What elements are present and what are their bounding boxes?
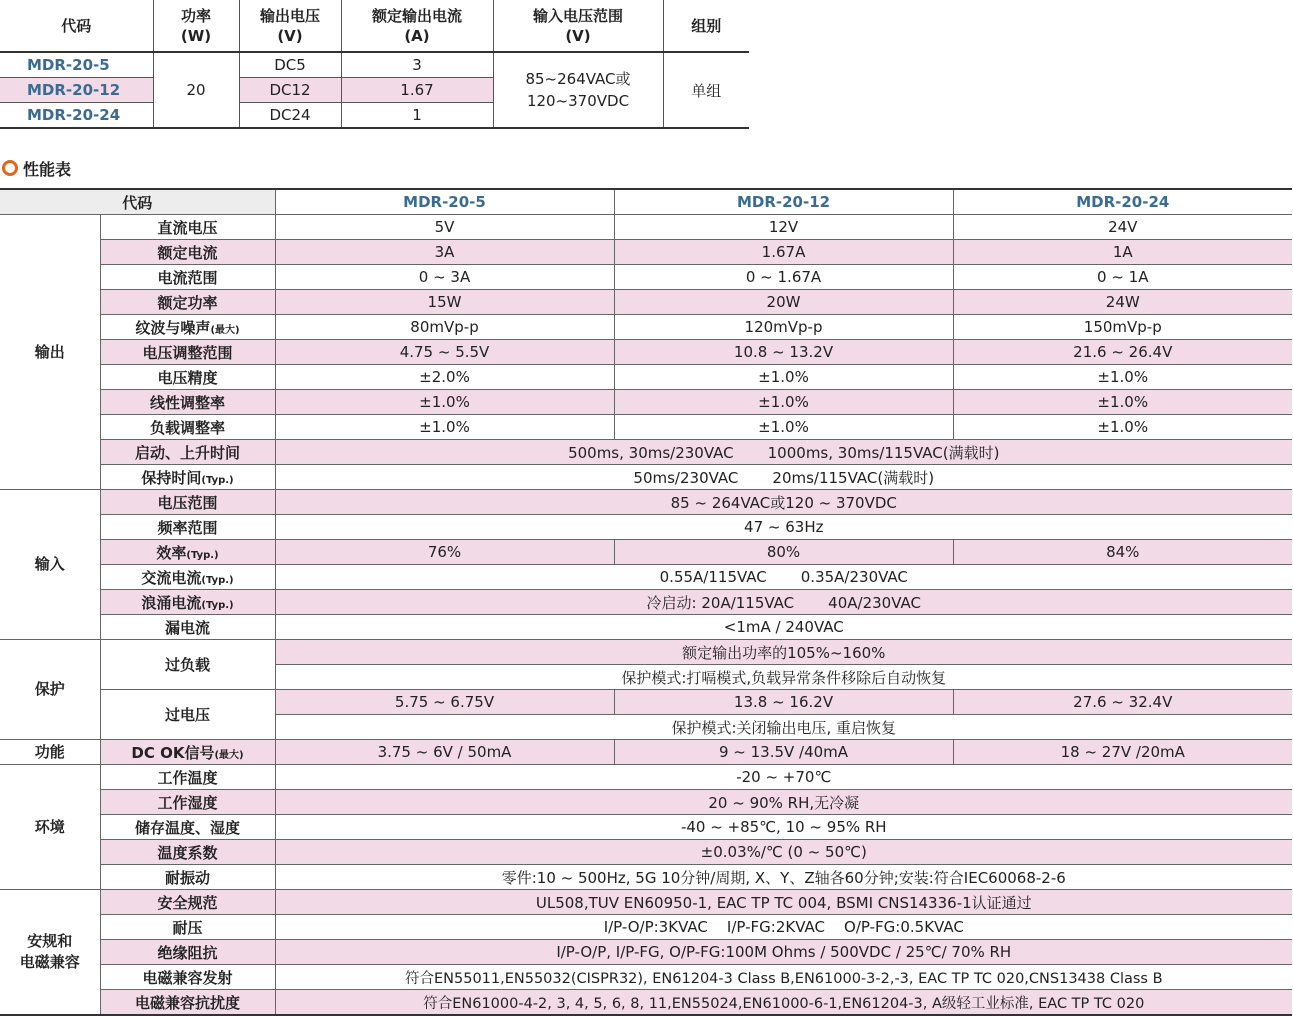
table-row — [0, 415, 1292, 440]
row-label: 漏电流 — [100, 615, 275, 640]
table-row — [0, 840, 1292, 865]
cell-value: ±1.0% — [953, 415, 1292, 440]
cell-value: -20 ~ +70℃ — [275, 765, 1292, 790]
cell-value: 18 ~ 27V /20mA — [953, 740, 1292, 765]
cell-value: ±1.0% — [614, 365, 953, 390]
cell-value: ±1.0% — [953, 365, 1292, 390]
cell-value: 80% — [614, 540, 953, 565]
table-row — [0, 790, 1292, 815]
row-label: 电流范围 — [100, 265, 275, 290]
table-row — [0, 965, 1292, 990]
table-row — [0, 390, 1292, 415]
table-row — [0, 815, 1292, 840]
cell-value: I/P-O/P:3KVAC I/P-FG:2KVAC O/P-FG:0.5KVAC — [275, 915, 1292, 940]
row-label: 保持时间(Typ.) — [100, 465, 275, 490]
cell-value: ±0.03%/℃ (0 ~ 50℃) — [275, 840, 1292, 865]
cell-value: 12V — [614, 215, 953, 240]
cell-value: ±1.0% — [953, 390, 1292, 415]
group-function: 功能 — [0, 740, 100, 765]
row-label: 过负载 — [100, 640, 275, 690]
circle-bullet-icon — [2, 160, 18, 176]
table-row — [0, 640, 1292, 665]
cell-value: 120mVp-p — [614, 315, 953, 340]
cell-value: 15W — [275, 290, 614, 315]
table-row — [0, 365, 1292, 390]
cell-value: 24W — [953, 290, 1292, 315]
header-code: 代码 — [0, 0, 153, 52]
row-label: 电压精度 — [100, 365, 275, 390]
cell-value: ±1.0% — [275, 415, 614, 440]
row-label: 交流电流(Typ.) — [100, 565, 275, 590]
table-row — [0, 315, 1292, 340]
table-row — [0, 440, 1292, 465]
model-spec-table — [0, 0, 749, 129]
cell-value: 21.6 ~ 26.4V — [953, 340, 1292, 365]
table-row — [0, 740, 1292, 765]
cell-value: -40 ~ +85℃, 10 ~ 95% RH — [275, 815, 1292, 840]
cell-value: 150mVp-p — [953, 315, 1292, 340]
output-current: 1.67 — [341, 78, 493, 103]
cell-value: 3A — [275, 240, 614, 265]
cell-value: 冷启动: 20A/115VAC 40A/230VAC — [275, 590, 1292, 615]
table-row — [0, 615, 1292, 640]
group-safety-emc: 安规和 电磁兼容 — [0, 890, 100, 1016]
row-label: 电磁兼容发射 — [100, 965, 275, 990]
table-row — [0, 465, 1292, 490]
output-voltage: DC12 — [239, 78, 341, 103]
row-label: 过电压 — [100, 690, 275, 740]
table-row — [0, 490, 1292, 515]
table-row — [0, 52, 749, 78]
cell-value: UL508,TUV EN60950-1, EAC TP TC 004, BSMI CNS14336-1认证通过 — [275, 890, 1292, 915]
output-current: 1 — [341, 103, 493, 129]
cell-value: 20 ~ 90% RH,无冷凝 — [275, 790, 1292, 815]
row-label: 效率(Typ.) — [100, 540, 275, 565]
cell-value: 47 ~ 63Hz — [275, 515, 1292, 540]
input-range: 85~264VAC或 120~370VDC — [493, 52, 663, 128]
cell-value: 76% — [275, 540, 614, 565]
cell-value: 20W — [614, 290, 953, 315]
group-env: 环境 — [0, 765, 100, 890]
cell-value: ±2.0% — [275, 365, 614, 390]
row-label: 电压范围 — [100, 490, 275, 515]
group-input: 输入 — [0, 490, 100, 640]
header-output-voltage: 输出电压 (V) — [239, 0, 341, 52]
group-output: 输出 — [0, 215, 100, 490]
perf-header-code: 代码 — [0, 189, 275, 215]
cell-value: 500ms, 30ms/230VAC 1000ms, 30ms/115VAC(满载时) — [275, 440, 1292, 465]
table-row — [0, 915, 1292, 940]
table-row — [0, 865, 1292, 890]
row-label: 工作湿度 — [100, 790, 275, 815]
row-label: 耐振动 — [100, 865, 275, 890]
cell-value: 0.55A/115VAC 0.35A/230VAC — [275, 565, 1292, 590]
cell-value: I/P-O/P, I/P-FG, O/P-FG:100M Ohms / 500VDC / 25℃/ 70% RH — [275, 940, 1292, 965]
perf-header-row — [0, 189, 1292, 215]
row-label: 耐压 — [100, 915, 275, 940]
row-label: 线性调整率 — [100, 390, 275, 415]
table-row — [0, 515, 1292, 540]
table-row — [0, 340, 1292, 365]
row-label: 浪涌电流(Typ.) — [100, 590, 275, 615]
table-row — [0, 990, 1292, 1016]
cell-value: 3.75 ~ 6V / 50mA — [275, 740, 614, 765]
row-label: DC OK信号(最大) — [100, 740, 275, 765]
row-label: 安全规范 — [100, 890, 275, 915]
model-name: MDR-20-5 — [0, 52, 153, 78]
row-label: 温度系数 — [100, 840, 275, 865]
cell-value: ±1.0% — [275, 390, 614, 415]
cell-value: 24V — [953, 215, 1292, 240]
section-title: 性能表 — [23, 159, 72, 179]
section-heading — [2, 157, 71, 179]
model-name: MDR-20-12 — [0, 78, 153, 103]
cell-value: ±1.0% — [614, 390, 953, 415]
cell-value: 4.75 ~ 5.5V — [275, 340, 614, 365]
table-row — [0, 540, 1292, 565]
cell-value: 27.6 ~ 32.4V — [953, 690, 1292, 715]
perf-header-model: MDR-20-12 — [614, 189, 953, 215]
cell-value: 1A — [953, 240, 1292, 265]
group-protect: 保护 — [0, 640, 100, 740]
table-row — [0, 215, 1292, 240]
cell-value: 85 ~ 264VAC或120 ~ 370VDC — [275, 490, 1292, 515]
model-spec-header — [0, 0, 749, 52]
cell-value: 5.75 ~ 6.75V — [275, 690, 614, 715]
cell-value: 零件:10 ~ 500Hz, 5G 10分钟/周期, X、Y、Z轴各60分钟;安装:符合IEC60068-2-6 — [275, 865, 1292, 890]
cell-value: ±1.0% — [614, 415, 953, 440]
cell-value: 0 ~ 1A — [953, 265, 1292, 290]
table-row — [0, 765, 1292, 790]
cell-value: 额定输出功率的105%~160% — [275, 640, 1292, 665]
row-label: 电压调整范围 — [100, 340, 275, 365]
table-row — [0, 265, 1292, 290]
table-row — [0, 590, 1292, 615]
performance-table — [0, 188, 1292, 1016]
output-current: 3 — [341, 52, 493, 78]
cell-value: 50ms/230VAC 20ms/115VAC(满载时) — [275, 465, 1292, 490]
cell-value: 符合EN61000-4-2, 3, 4, 5, 6, 8, 11,EN55024,EN61000-6-1,EN61204-3, A级轻工业标准, EAC TP TC 020 — [275, 990, 1292, 1016]
cell-value: 0 ~ 3A — [275, 265, 614, 290]
cell-value: 符合EN55011,EN55032(CISPR32), EN61204-3 Class B,EN61000-3-2,-3, EAC TP TC 020,CNS13438 Class B — [275, 965, 1292, 990]
cell-value: 0 ~ 1.67A — [614, 265, 953, 290]
row-label: 储存温度、湿度 — [100, 815, 275, 840]
row-label: 工作温度 — [100, 765, 275, 790]
cell-value: 13.8 ~ 16.2V — [614, 690, 953, 715]
cell-value: 9 ~ 13.5V /40mA — [614, 740, 953, 765]
cell-value: 保护模式:打嗝模式,负载异常条件移除后自动恢复 — [275, 665, 1292, 690]
row-label: 电磁兼容抗扰度 — [100, 990, 275, 1016]
cell-value: 10.8 ~ 13.2V — [614, 340, 953, 365]
table-row — [0, 690, 1292, 715]
table-row — [0, 290, 1292, 315]
row-label: 额定电流 — [100, 240, 275, 265]
perf-header-model: MDR-20-5 — [275, 189, 614, 215]
cell-value: 80mVp-p — [275, 315, 614, 340]
table-row — [0, 240, 1292, 265]
header-output-current: 额定输出电流 (A) — [341, 0, 493, 52]
model-name: MDR-20-24 — [0, 103, 153, 129]
table-row — [0, 890, 1292, 915]
header-group: 组别 — [663, 0, 749, 52]
perf-header-model: MDR-20-24 — [953, 189, 1292, 215]
header-power: 功率 (W) — [153, 0, 239, 52]
cell-value: 保护模式:关闭输出电压, 重启恢复 — [275, 715, 1292, 740]
table-row — [0, 565, 1292, 590]
row-label: 频率范围 — [100, 515, 275, 540]
row-label: 绝缘阻抗 — [100, 940, 275, 965]
cell-value: <1mA / 240VAC — [275, 615, 1292, 640]
header-input-range: 输入电压范围 (V) — [493, 0, 663, 52]
row-label: 额定功率 — [100, 290, 275, 315]
row-label: 纹波与噪声(最大) — [100, 315, 275, 340]
row-label: 直流电压 — [100, 215, 275, 240]
cell-value: 84% — [953, 540, 1292, 565]
table-row — [0, 940, 1292, 965]
group-value: 单组 — [663, 52, 749, 128]
cell-value: 1.67A — [614, 240, 953, 265]
output-voltage: DC5 — [239, 52, 341, 78]
power-value: 20 — [153, 52, 239, 128]
row-label: 启动、上升时间 — [100, 440, 275, 465]
row-label: 负载调整率 — [100, 415, 275, 440]
cell-value: 5V — [275, 215, 614, 240]
output-voltage: DC24 — [239, 103, 341, 129]
